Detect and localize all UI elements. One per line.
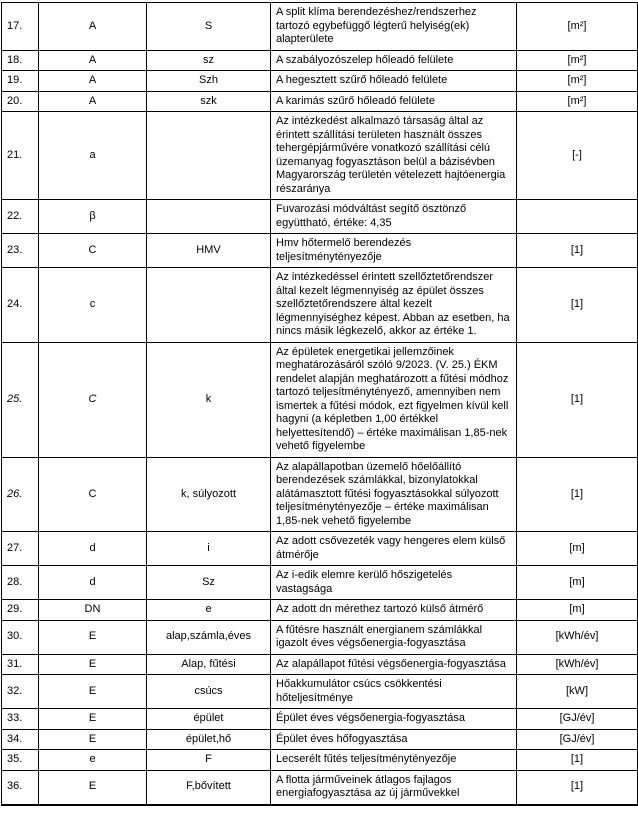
description-cell: Épület éves végsőenergia-fogyasztása [271, 709, 517, 730]
unit-cell [517, 200, 638, 234]
row-number-cell: 17. [2, 3, 39, 51]
description-cell: Hőakkumulátor csúcs csökkentési hőteljesítménye [271, 675, 517, 709]
subscript-cell: k, súlyozott [147, 457, 271, 532]
table-row [2, 566, 638, 600]
symbol-cell: C [39, 342, 147, 457]
unit-cell: [m] [517, 532, 638, 566]
subscript-cell: Szh [147, 71, 271, 92]
description-cell: A split klíma berendezéshez/rendszerhez tartozó egybefüggő légterű helyiség(ek) alapterülete [271, 3, 517, 51]
description-cell: Az adott dn mérethez tartozó külső átmérő [271, 600, 517, 621]
description-cell: Lecserélt fűtés teljesítménytényezője [271, 750, 517, 771]
symbol-cell: e [39, 750, 147, 771]
unit-cell: [1] [517, 342, 638, 457]
description-cell: A hegesztett szűrő hőleadó felülete [271, 71, 517, 92]
unit-cell: [-] [517, 112, 638, 200]
table-row [2, 675, 638, 709]
symbol-cell: A [39, 3, 147, 51]
row-number-cell: 35. [2, 750, 39, 771]
row-number-cell: 24. [2, 268, 39, 343]
description-cell: Fuvarozási módváltást segítő ösztönző együttható, értéke: 4,35 [271, 200, 517, 234]
row-number-cell: 30. [2, 620, 39, 654]
symbol-cell: C [39, 457, 147, 532]
description-cell: Az adott csővezeték vagy hengeres elem külső átmérője [271, 532, 517, 566]
unit-cell: [GJ/év] [517, 729, 638, 750]
unit-cell: [m²] [517, 71, 638, 92]
description-cell: Hmv hőtermelő berendezés teljesítménytényezője [271, 234, 517, 268]
row-number-cell: 28. [2, 566, 39, 600]
row-number-cell: 31. [2, 654, 39, 675]
unit-cell: [kWh/év] [517, 654, 638, 675]
symbol-cell: E [39, 654, 147, 675]
row-number-cell: 32. [2, 675, 39, 709]
table-row [2, 729, 638, 750]
table-row [2, 234, 638, 268]
table-row [2, 709, 638, 730]
description-cell: A szabályozószelep hőleadó felülete [271, 50, 517, 71]
unit-cell: [1] [517, 268, 638, 343]
description-cell: Épület éves hőfogyasztása [271, 729, 517, 750]
table-row [2, 457, 638, 532]
row-number-cell: 20. [2, 91, 39, 112]
row-number-cell: 18. [2, 50, 39, 71]
table-row [2, 770, 638, 805]
symbol-cell: β [39, 200, 147, 234]
symbol-cell: E [39, 620, 147, 654]
symbol-cell: A [39, 50, 147, 71]
unit-cell: [1] [517, 750, 638, 771]
table-row [2, 112, 638, 200]
description-cell: Az i-edik elemre kerülő hőszigetelés vastagsága [271, 566, 517, 600]
symbol-cell: a [39, 112, 147, 200]
symbols-table [1, 2, 638, 806]
subscript-cell: k [147, 342, 271, 457]
symbol-cell: E [39, 770, 147, 805]
description-cell: Az intézkedést alkalmazó társaság által az érintett szállítási területen használt összes tehergépjárművére vonatkozó szállítási célú üzemanyag fogyasztáson belül a bázisévben Magyarország területén vételezett hajtóenergia részaránya [271, 112, 517, 200]
subscript-cell: F [147, 750, 271, 771]
row-number-cell: 36. [2, 770, 39, 805]
unit-cell: [m²] [517, 50, 638, 71]
table-row [2, 600, 638, 621]
table-row [2, 342, 638, 457]
table-row [2, 620, 638, 654]
row-number-cell: 22. [2, 200, 39, 234]
subscript-cell [147, 112, 271, 200]
symbol-cell: d [39, 566, 147, 600]
row-number-cell: 33. [2, 709, 39, 730]
row-number-cell: 34. [2, 729, 39, 750]
symbol-cell: C [39, 234, 147, 268]
unit-cell: [m] [517, 600, 638, 621]
symbol-cell: A [39, 71, 147, 92]
description-cell: Az intézkedéssel érintett szellőztetőrendszer által kezelt légmennyiség az épület összes szellőztetőrendszere által kezelt légmennyiséghez képest. Abban az esetben, ha nincs másik légkezelő, akkor az értéke 1. [271, 268, 517, 343]
symbol-cell: E [39, 729, 147, 750]
subscript-cell: Alap, fűtési [147, 654, 271, 675]
subscript-cell [147, 200, 271, 234]
symbol-cell: A [39, 91, 147, 112]
subscript-cell: Sz [147, 566, 271, 600]
subscript-cell: e [147, 600, 271, 621]
row-number-cell: 23. [2, 234, 39, 268]
table-row [2, 268, 638, 343]
subscript-cell: épület,hő [147, 729, 271, 750]
description-cell: Az alapállapotban üzemelő hőelőállító berendezések számlákkal, bizonylatokkal alátámasztott fűtési fogyasztásokkal súlyozott teljesítménytényezője – értéke maximálisan 1,85-nek vehető figyelembe [271, 457, 517, 532]
symbol-cell: d [39, 532, 147, 566]
row-number-cell: 27. [2, 532, 39, 566]
subscript-cell [147, 268, 271, 343]
subscript-cell: F,bővített [147, 770, 271, 805]
unit-cell: [m²] [517, 3, 638, 51]
table-row [2, 654, 638, 675]
description-cell: A fűtésre használt energianem számlákkal igazolt éves végsőenergia-fogyasztása [271, 620, 517, 654]
description-cell: Az épületek energetikai jellemzőinek meghatározásáról szóló 9/2023. (V. 25.) ÉKM rendelet alapján meghatározott a fűtési módhoz tartozó teljesítménytényező, amennyiben nem ismertek a fűtési módok, ezt figyelmen kívül kell hagyni (a képletben 1,00 értékkel helyettesítendő) – értéke maximálisan 1,85-nek vehető figyelembe [271, 342, 517, 457]
row-number-cell: 26. [2, 457, 39, 532]
row-number-cell: 21. [2, 112, 39, 200]
unit-cell: [m²] [517, 91, 638, 112]
subscript-cell: szk [147, 91, 271, 112]
table-row [2, 750, 638, 771]
row-number-cell: 25. [2, 342, 39, 457]
subscript-cell: csúcs [147, 675, 271, 709]
table-body [2, 3, 638, 805]
unit-cell: [1] [517, 770, 638, 805]
unit-cell: [GJ/év] [517, 709, 638, 730]
table-row [2, 532, 638, 566]
symbol-cell: E [39, 709, 147, 730]
row-number-cell: 29. [2, 600, 39, 621]
unit-cell: [m] [517, 566, 638, 600]
unit-cell: [1] [517, 457, 638, 532]
table-row [2, 200, 638, 234]
symbol-cell: E [39, 675, 147, 709]
subscript-cell: i [147, 532, 271, 566]
symbol-cell: c [39, 268, 147, 343]
subscript-cell: S [147, 3, 271, 51]
description-cell: Az alapállapot fűtési végsőenergia-fogyasztása [271, 654, 517, 675]
unit-cell: [kWh/év] [517, 620, 638, 654]
symbol-cell: DN [39, 600, 147, 621]
subscript-cell: alap,számla,éves [147, 620, 271, 654]
description-cell: A karimás szűrő hőleadó felülete [271, 91, 517, 112]
row-number-cell: 19. [2, 71, 39, 92]
table-row [2, 3, 638, 51]
unit-cell: [kW] [517, 675, 638, 709]
unit-cell: [1] [517, 234, 638, 268]
table-row [2, 71, 638, 92]
description-cell: A flotta járműveinek átlagos fajlagos energiafogyasztása az új járművekkel [271, 770, 517, 805]
subscript-cell: épület [147, 709, 271, 730]
table-row [2, 50, 638, 71]
subscript-cell: sz [147, 50, 271, 71]
subscript-cell: HMV [147, 234, 271, 268]
table-row [2, 91, 638, 112]
